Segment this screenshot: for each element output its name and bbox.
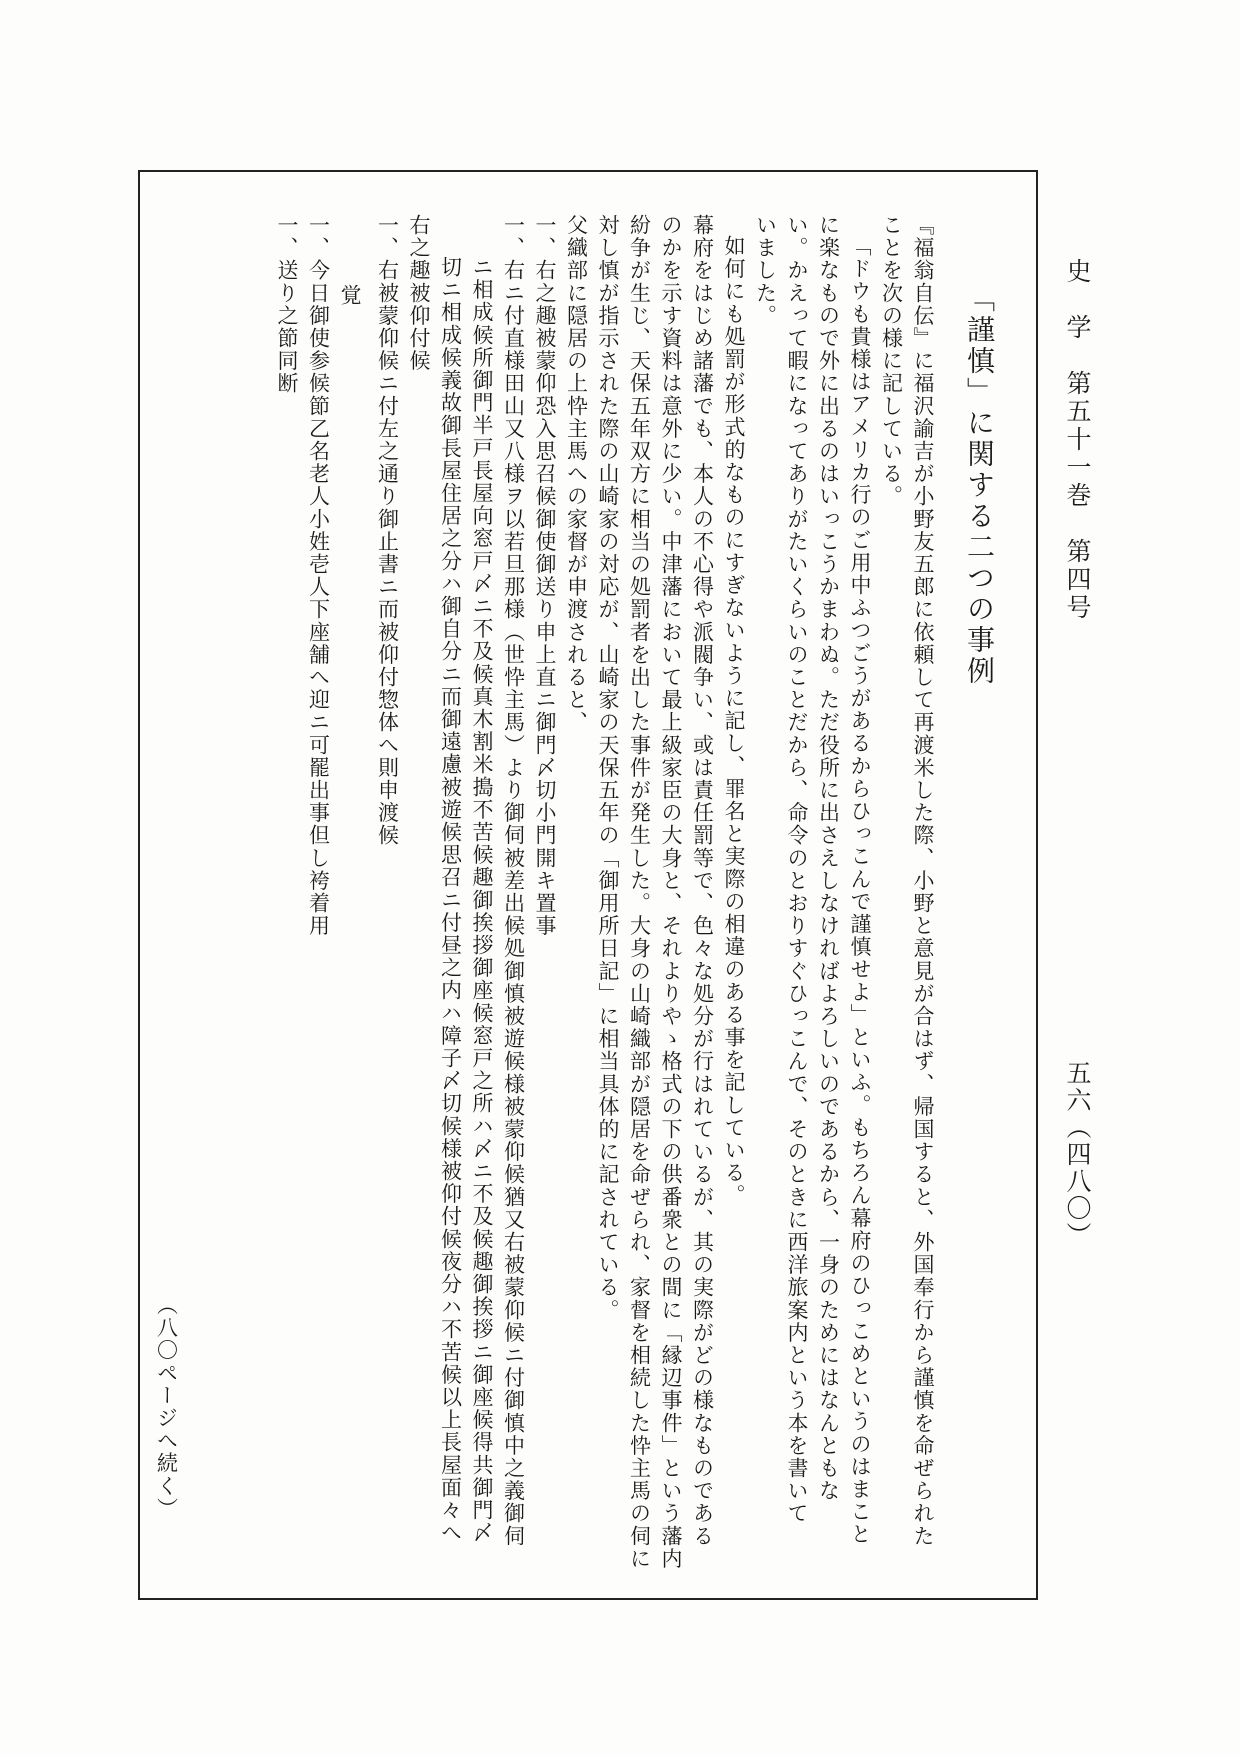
- document-item: 一、右之趣被蒙仰恐入思召候御使御送り申上直ニ御門〆切小門開キ置事: [533, 214, 557, 938]
- continuation-wrapper: [150, 214, 182, 1564]
- document-item: 一、今日御使参候節乙名老人小姓壱人下座舗へ迎ニ可罷出事但し袴着用: [306, 214, 331, 938]
- quote-column: 「ドウも貴様はアメリカ行のご用中ふつごうがあるからひっこんで謹慎せよ」といふ。もちろん幕府のひっこめというのはまこと: [848, 235, 872, 1546]
- document-item: 一、送り之節同断: [275, 214, 299, 395]
- page-number: 五六（四八〇）: [1063, 1060, 1092, 1249]
- text-column: 如何にも処罰が形式的なものにすぎないように記し、罪名と実際の相違のある事を記している。: [722, 235, 746, 1207]
- continued-note: （八〇ページへ続く）: [154, 1294, 179, 1520]
- document-subtitle: 覚: [338, 284, 362, 307]
- text-column: のかを示す資料は意外に少い。中津藩において最上級家臣の大身と、それよりやゝ格式の下の供番衆との間に「縁辺事件」という藩内: [659, 214, 683, 1570]
- text-column: 幕府をはじめ諸藩でも、本人の不心得や派閥争い、或は責任罰等で、色々な処分が行はれているが、其の実際がどの様なものである: [690, 214, 715, 1548]
- document-item-continued: ニ相成候所御門半戸長屋向窓戸〆ニ不及候真木割米搗不苦候趣御挨拶御座候窓戸之所ハ〆ニ不及候趣御挨拶ニ御座候得共御門〆: [470, 256, 494, 1545]
- document-item: 一、右被蒙仰候ニ付左之通り御止書ニ而被仰付惣体へ則申渡候: [375, 214, 400, 847]
- text-column: 紛争が生じ、天保五年双方に相当の処罰者を出した事件が発生した。大身の山崎織部が隠居を命ぜられ、家督を相続した忰主馬の伺に: [627, 214, 652, 1570]
- article-heading: 「謹慎」に関する二つの事例: [963, 284, 996, 687]
- document-item-continued: 右之趣被仰付候: [407, 214, 431, 373]
- document-item: 一、右ニ付直様田山又八様ヲ以若旦那様（世忰主馬）より御伺被差出候処御慎被遊候様被蒙仰候猶又右被蒙仰候ニ付御慎中之義御伺: [501, 214, 526, 1548]
- quote-column: い。かえって暇になってありがたいくらいのことだから、命令のとおりすぐひっこんで、そのときに西洋旅案内という本を書いて: [785, 214, 809, 1525]
- text-frame: [138, 170, 1038, 1600]
- text-column: 父織部に隠居の上忰主馬への家督が申渡されると、: [564, 214, 589, 734]
- text-column: ことを次の様に記している。: [879, 214, 904, 508]
- quote-column: に楽なもので外に出るのはいっこうかまわぬ。ただ役所に出さえしなければよろしいのであるから、一身のためにはなんともな: [816, 214, 841, 1503]
- document-item-continued: 切ニ相成候義故御長屋住居之分ハ御自分ニ而御遠慮被遊候思召ニ付昼之内ハ障子〆切候様被仰付候夜分ハ不苦候以上長屋面々へ: [438, 256, 463, 1545]
- article-body: [271, 214, 1013, 1570]
- text-column: 『福翁自伝』に福沢諭吉が小野友五郎に依頼して再渡米した際、小野と意見が合はず、帰国すると、外国奉行から謹慎を命ぜられた: [911, 214, 935, 1548]
- running-head: 史 学 第五十一巻 第四号: [1063, 258, 1092, 622]
- quote-column: いました。: [753, 214, 778, 327]
- text-column: 対し慎が指示された際の山崎家の対応が、山崎家の天保五年の「御用所日記」に相当具体的に記されている。: [596, 214, 620, 1322]
